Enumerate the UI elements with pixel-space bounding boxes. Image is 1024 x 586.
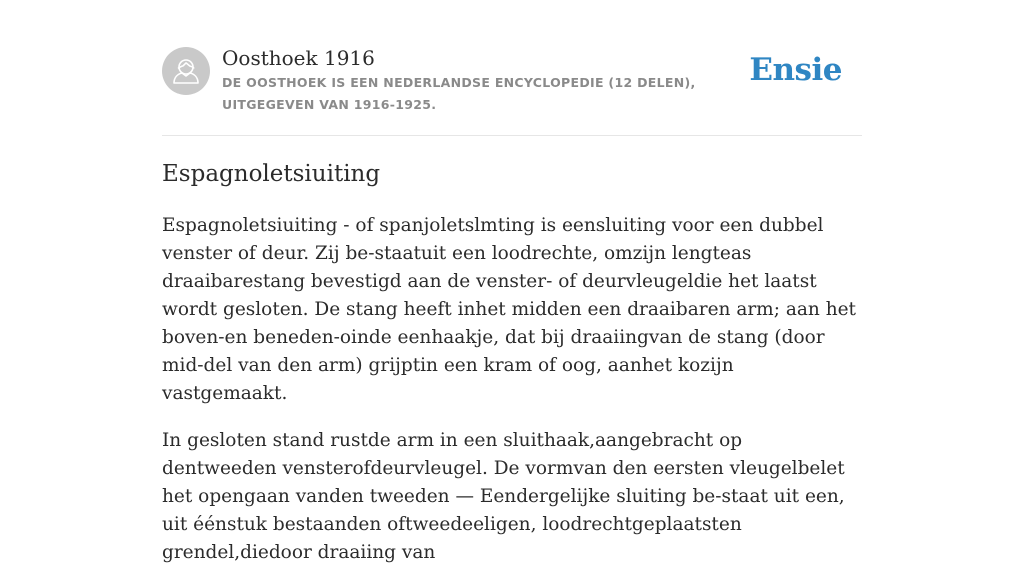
entry-paragraph: In gesloten stand rustde arm in een sluithaak,aangebracht op dentweeden vensterofdeurvleugel. De vormvan den eersten vleugelbelet het opengaan vanden tweeden — Eendergelijke sluiting be-staat uit een, uit éénstuk bestaanden oftweedeeligen, loodrechtgeplaatsten grendel,diedoor draaiing van: [162, 430, 845, 563]
entry-title: Espagnoletsiuiting: [162, 161, 381, 187]
ensie-logo[interactable]: Ensie: [749, 52, 842, 88]
source-header: [162, 46, 862, 136]
source-avatar[interactable]: [162, 47, 210, 95]
source-description: DE OOSTHOEK IS EEN NEDERLANDSE ENCYCLOPEDIE (12 DELEN), UITGEGEVEN VAN 1916-1925.: [222, 75, 696, 112]
entry-paragraph: Espagnoletsiuiting - of spanjoletslmting is eensluiting voor een dubbel venster of deur. Zij be-staatuit een loodrechte, omzijn lengteas draaibarestang bevestigd aan de venster- of deurvleugeldie het laatst wordt gesloten. De stang heeft inhet midden een draaibaren arm; aan het boven-en beneden-oinde eenhaakje, dat bij draaiingvan de stang (door mid-del van den arm) grijptin een kram of oog, aanhet kozijn vastgemaakt.: [162, 215, 856, 404]
source-title-link[interactable]: Oosthoek 1916: [222, 46, 375, 70]
user-icon: [162, 47, 210, 95]
entry-body: [162, 212, 862, 586]
header-divider: [162, 135, 862, 136]
